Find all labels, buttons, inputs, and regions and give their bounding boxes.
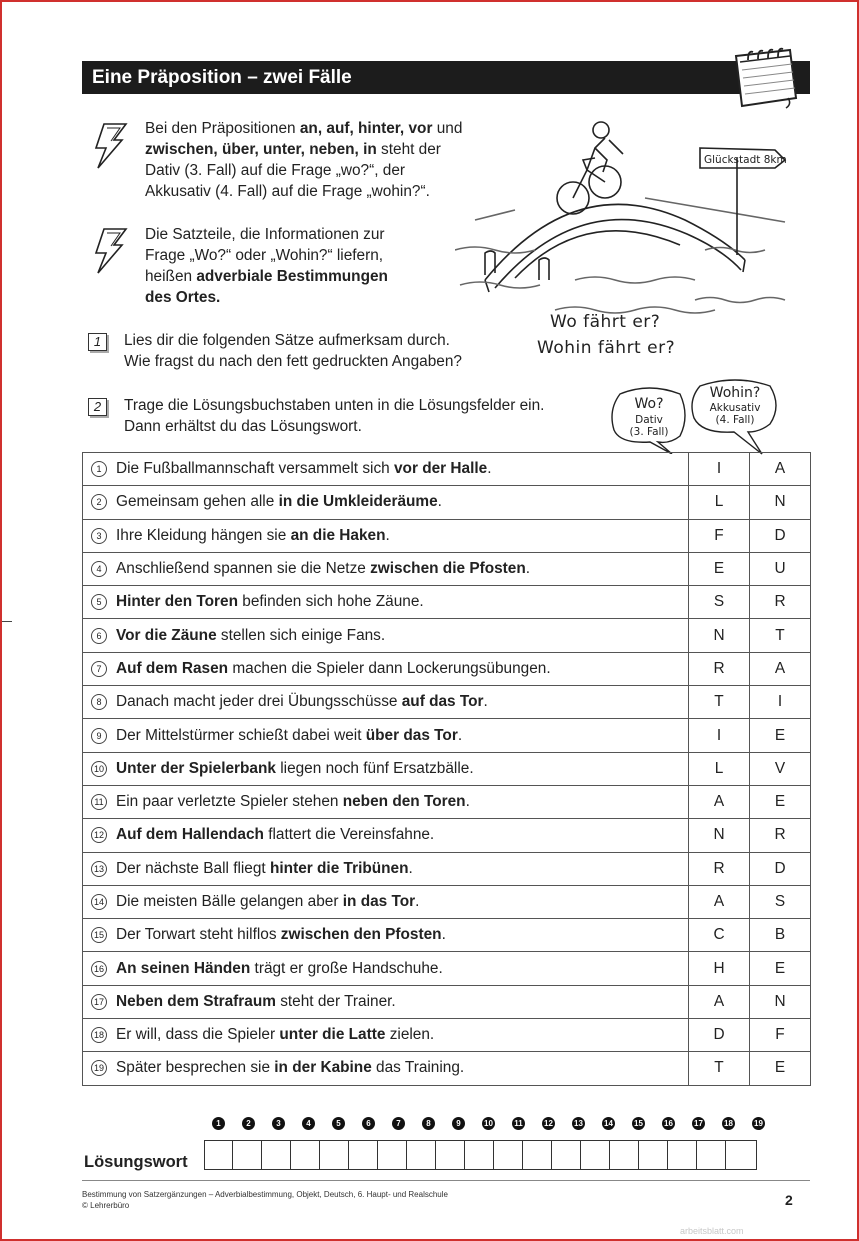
bubble-wo-case: Dativ xyxy=(635,414,663,426)
footer xyxy=(82,1189,448,1211)
wo-letter[interactable]: L xyxy=(689,752,750,785)
bold-phrase: Auf dem Hallendach xyxy=(116,826,264,844)
wo-letter[interactable]: N xyxy=(689,619,750,652)
info-line xyxy=(145,224,388,245)
solution-number: 10 xyxy=(482,1117,495,1130)
wohin-letter[interactable]: V xyxy=(750,752,811,785)
footer-source: Bestimmung von Satzergänzungen – Adverbialbestimmung, Objekt, Deutsch, 6. Haupt- und Realschule xyxy=(82,1190,448,1199)
bubble-wohin-question: Wohin? xyxy=(709,385,761,401)
bold-phrase: hinter die Tribünen xyxy=(269,859,409,877)
solution-box[interactable] xyxy=(552,1140,581,1170)
table-row xyxy=(83,785,811,818)
bold-phrase: Unter der Spielerbank xyxy=(116,759,276,777)
info-text-prepositions xyxy=(145,118,462,202)
solution-number: 15 xyxy=(632,1117,645,1130)
info-line xyxy=(145,139,462,160)
solution-box[interactable] xyxy=(407,1140,436,1170)
sentence-number: 4 xyxy=(91,561,107,577)
table-row xyxy=(83,453,811,486)
sentence-number: 1 xyxy=(91,461,107,477)
solution-box[interactable] xyxy=(378,1140,407,1170)
wohin-letter[interactable]: E xyxy=(750,952,811,985)
sentence-text: Die Fußballmannschaft versammelt sich xyxy=(116,460,394,478)
sentence-cell xyxy=(83,486,689,519)
solution-number: 11 xyxy=(512,1117,525,1130)
bold-text: zwischen, über, unter, neben, in xyxy=(145,141,377,158)
bold-phrase: auf das Tor xyxy=(401,693,484,711)
solution-number: 13 xyxy=(572,1117,585,1130)
task-2-text xyxy=(124,395,544,437)
table-row xyxy=(83,719,811,752)
sentence-number: 5 xyxy=(91,594,107,610)
table-row xyxy=(83,519,811,552)
sentence-text: trägt er große Handschuhe. xyxy=(250,959,443,977)
lightning-icon xyxy=(90,225,130,277)
solution-box[interactable] xyxy=(291,1140,320,1170)
text-run: Bei den Präpositionen xyxy=(145,120,300,137)
sentence-number: 11 xyxy=(91,794,107,810)
sentence-number: 7 xyxy=(91,661,107,677)
title-bar xyxy=(82,61,810,94)
task-number-1: 1 xyxy=(88,333,107,351)
bold-phrase: an die Haken xyxy=(290,526,386,544)
sentence-text: . xyxy=(465,793,470,811)
bold-phrase: zwischen die Pfosten xyxy=(370,560,526,578)
bold-phrase: An seinen Händen xyxy=(116,959,251,977)
table-row xyxy=(83,652,811,685)
solution-number: 4 xyxy=(302,1117,315,1130)
info-text-adverbials xyxy=(145,224,388,308)
sentence-cell xyxy=(83,752,689,785)
table-row xyxy=(83,619,811,652)
solution-box[interactable] xyxy=(233,1140,262,1170)
sentence-number: 18 xyxy=(91,1027,107,1043)
wo-letter[interactable]: T xyxy=(689,686,750,719)
bold-phrase: Auf dem Rasen xyxy=(116,659,229,677)
sentence-number: 8 xyxy=(91,694,107,710)
wohin-letter[interactable]: D xyxy=(750,519,811,552)
table-row xyxy=(83,919,811,952)
task-1-line: Lies dir die folgenden Sätze aufmerksam durch. xyxy=(124,332,450,349)
wohin-letter[interactable]: F xyxy=(750,1019,811,1052)
text-run: Akkusativ (4. Fall) auf die Frage „wohin?“. xyxy=(145,183,430,200)
sentence-cell xyxy=(83,885,689,918)
sentence-text: . xyxy=(483,693,488,711)
wohin-letter[interactable]: T xyxy=(750,619,811,652)
text-run: Dativ (3. Fall) auf die Frage „wo?“, der xyxy=(145,162,406,179)
info-line xyxy=(145,181,462,202)
sentence-cell xyxy=(83,1019,689,1052)
bubble-wohin-case-number: (4. Fall) xyxy=(715,414,755,426)
solution-number: 8 xyxy=(422,1117,435,1130)
solution-label: Lösungswort xyxy=(84,1153,188,1171)
wo-letter[interactable]: C xyxy=(689,919,750,952)
bold-text: an, auf, hinter, vor xyxy=(299,120,433,137)
table-row xyxy=(83,852,811,885)
sentence-number: 9 xyxy=(91,728,107,744)
solution-boxes xyxy=(204,1140,757,1170)
sentence-cell xyxy=(83,719,689,752)
sentence-cell xyxy=(83,453,689,486)
text-run: steht der xyxy=(376,141,441,158)
exercise-table xyxy=(82,452,811,1086)
sentence-cell xyxy=(83,619,689,652)
text-run: Frage „Wo?“ oder „Wohin?“ liefern, xyxy=(145,247,384,264)
sentence-cell xyxy=(83,785,689,818)
sentence-cell xyxy=(83,519,689,552)
info-line xyxy=(145,118,462,139)
solution-box[interactable] xyxy=(668,1140,697,1170)
sentence-text: . xyxy=(525,560,531,578)
wo-letter[interactable]: F xyxy=(689,519,750,552)
solution-box[interactable] xyxy=(320,1140,349,1170)
sentence-cell xyxy=(83,985,689,1018)
solution-box[interactable] xyxy=(581,1140,610,1170)
bold-phrase: zwischen den Pfosten xyxy=(280,926,442,944)
sentence-text: Ihre Kleidung hängen sie xyxy=(116,526,291,544)
sentence-text: Später besprechen sie xyxy=(116,1059,275,1077)
sentence-text: befinden sich hohe Zäune. xyxy=(238,593,424,611)
solution-box[interactable] xyxy=(204,1140,233,1170)
table-row xyxy=(83,1052,811,1085)
wohin-letter[interactable]: B xyxy=(750,919,811,952)
sentence-text: Anschließend spannen sie die Netze xyxy=(116,560,371,578)
watermark: arbeitsblatt.com xyxy=(680,1226,744,1236)
wo-letter[interactable]: E xyxy=(689,552,750,585)
wo-letter[interactable]: A xyxy=(689,885,750,918)
bubble-wohin-case: Akkusativ xyxy=(709,402,761,414)
solution-number: 9 xyxy=(452,1117,465,1130)
sentence-text: . xyxy=(457,726,463,744)
task-1-line: Wie fragst du nach den fett gedruckten Angaben? xyxy=(124,353,462,370)
lightning-icon xyxy=(90,120,130,172)
bubble-wo-case-number: (3. Fall) xyxy=(629,426,669,438)
sentence-text: . xyxy=(437,493,442,511)
solution-number: 16 xyxy=(662,1117,675,1130)
wo-letter[interactable]: A xyxy=(689,985,750,1018)
solution-number: 3 xyxy=(272,1117,285,1130)
bold-phrase: über das Tor xyxy=(365,726,458,744)
solution-box[interactable] xyxy=(494,1140,523,1170)
sentence-cell xyxy=(83,952,689,985)
sentence-number: 16 xyxy=(91,961,107,977)
bold-phrase: in der Kabine xyxy=(274,1059,372,1077)
wo-letter[interactable]: I xyxy=(689,453,750,486)
solution-number: 1 xyxy=(212,1117,225,1130)
wohin-letter[interactable]: R xyxy=(750,819,811,852)
table-row xyxy=(83,486,811,519)
wo-letter[interactable]: L xyxy=(689,486,750,519)
solution-box[interactable] xyxy=(349,1140,378,1170)
wo-letter[interactable]: A xyxy=(689,785,750,818)
sentence-text: . xyxy=(487,460,492,478)
caption-wohin: Wohin fährt er? xyxy=(537,338,676,358)
sentence-text: das Training. xyxy=(371,1059,465,1077)
bold-phrase: Neben dem Strafraum xyxy=(116,992,276,1010)
sentence-text: Gemeinsam gehen alle xyxy=(116,493,279,511)
wo-letter[interactable]: R xyxy=(689,652,750,685)
sentence-number: 10 xyxy=(91,761,107,777)
solution-box[interactable] xyxy=(262,1140,291,1170)
solution-box[interactable] xyxy=(610,1140,639,1170)
solution-number: 7 xyxy=(392,1117,405,1130)
sentence-cell xyxy=(83,919,689,952)
solution-number: 5 xyxy=(332,1117,345,1130)
wohin-letter[interactable]: S xyxy=(750,885,811,918)
page-title: Eine Präposition – zwei Fälle xyxy=(92,67,352,88)
text-run: Die Satzteile, die Informationen zur xyxy=(145,226,385,243)
sentence-number: 17 xyxy=(91,994,107,1010)
sentence-text: . xyxy=(415,893,420,910)
task-2-line: Trage die Lösungsbuchstaben unten in die Lösungsfelder ein. xyxy=(124,397,545,414)
sentence-number: 14 xyxy=(91,894,107,910)
sentence-text: Danach macht jeder drei Übungsschüsse xyxy=(116,693,402,711)
info-line xyxy=(145,160,462,181)
wohin-letter[interactable]: N xyxy=(750,486,811,519)
solution-number: 14 xyxy=(602,1117,615,1130)
solution-number: 17 xyxy=(692,1117,705,1130)
sentence-text: Er will, dass die Spieler xyxy=(116,1026,280,1044)
solution-box[interactable] xyxy=(523,1140,552,1170)
bold-phrase: vor der Halle xyxy=(393,460,488,478)
task-2-line: Dann erhältst du das Lösungswort. xyxy=(124,418,362,435)
task-1-text xyxy=(124,330,462,372)
sentence-text: . xyxy=(408,859,413,877)
solution-number: 12 xyxy=(542,1117,555,1130)
table-row xyxy=(83,752,811,785)
sentence-cell xyxy=(83,586,689,619)
page-number: 2 xyxy=(785,1192,793,1208)
wo-letter[interactable]: H xyxy=(689,952,750,985)
sentence-cell xyxy=(83,652,689,685)
sentence-text: zielen. xyxy=(385,1026,435,1044)
footer-divider xyxy=(82,1180,810,1181)
solution-box[interactable] xyxy=(436,1140,465,1170)
notepad-icon xyxy=(728,40,800,112)
bold-phrase: neben den Toren xyxy=(342,793,466,811)
solution-box[interactable] xyxy=(639,1140,668,1170)
sentence-number: 3 xyxy=(91,528,107,544)
wohin-letter[interactable]: A xyxy=(750,453,811,486)
sentence-text: Der Torwart steht hilflos xyxy=(116,926,281,944)
table-row xyxy=(83,1019,811,1052)
sentence-number: 15 xyxy=(91,927,107,943)
bold-phrase: Vor die Zäune xyxy=(116,626,217,644)
cut-mark xyxy=(2,621,12,622)
table-row xyxy=(83,686,811,719)
table-row xyxy=(83,819,811,852)
wohin-letter[interactable]: I xyxy=(750,686,811,719)
table-row xyxy=(83,952,811,985)
table-row xyxy=(83,985,811,1018)
sentence-text: . xyxy=(385,526,390,544)
sentence-number: 6 xyxy=(91,628,107,644)
table-row xyxy=(83,586,811,619)
wo-letter[interactable]: T xyxy=(689,1052,750,1085)
bold-text: des Ortes. xyxy=(145,289,221,306)
wo-letter[interactable]: I xyxy=(689,719,750,752)
sentence-text: stellen sich einige Fans. xyxy=(216,626,386,644)
sentence-text: machen die Spieler dann Lockerungsübungen. xyxy=(228,659,551,677)
wohin-letter[interactable]: U xyxy=(750,552,811,585)
wo-letter[interactable]: S xyxy=(689,586,750,619)
solution-box[interactable] xyxy=(697,1140,726,1170)
bubble-wo-question: Wo? xyxy=(634,396,664,412)
sentence-number: 2 xyxy=(91,494,107,510)
info-line xyxy=(145,245,388,266)
table-row xyxy=(83,885,811,918)
wohin-letter[interactable]: D xyxy=(750,852,811,885)
wo-letter[interactable]: N xyxy=(689,819,750,852)
wo-letter[interactable]: R xyxy=(689,852,750,885)
bold-phrase: unter die Latte xyxy=(279,1026,386,1044)
sentence-text: flattert die Vereinsfahne. xyxy=(263,826,435,844)
sentence-cell xyxy=(83,552,689,585)
bold-phrase: in das Tor xyxy=(342,893,416,910)
wohin-letter[interactable]: E xyxy=(750,1052,811,1085)
solution-number: 2 xyxy=(242,1117,255,1130)
sentence-text: Der nächste Ball fliegt xyxy=(116,859,270,877)
sentence-number: 13 xyxy=(91,861,107,877)
wohin-letter[interactable]: E xyxy=(750,719,811,752)
footer-copyright: © Lehrerbüro xyxy=(82,1201,130,1210)
sentence-cell xyxy=(83,819,689,852)
wohin-letter[interactable]: A xyxy=(750,652,811,685)
sentence-text: Ein paar verletzte Spieler stehen xyxy=(116,793,343,811)
table-row xyxy=(83,552,811,585)
solution-number: 19 xyxy=(752,1117,765,1130)
sentence-cell xyxy=(83,1052,689,1085)
solution-number: 6 xyxy=(362,1117,375,1130)
solution-box[interactable] xyxy=(465,1140,494,1170)
info-line xyxy=(145,287,388,308)
bubble-wo xyxy=(610,386,688,454)
caption-wo: Wo fährt er? xyxy=(550,312,661,332)
bold-text: adverbiale Bestimmungen xyxy=(196,268,388,285)
sentence-text: Die meisten Bälle gelangen aber xyxy=(116,893,343,910)
info-line xyxy=(145,266,388,287)
sentence-number: 19 xyxy=(91,1060,107,1076)
bold-phrase: Hinter den Toren xyxy=(116,593,238,611)
bubble-wohin xyxy=(690,378,780,456)
text-run: und xyxy=(432,120,463,137)
sign-text: Glückstadt 8km xyxy=(704,154,787,166)
sentence-text: . xyxy=(441,926,446,944)
solution-number: 18 xyxy=(722,1117,735,1130)
text-run: heißen xyxy=(145,268,197,285)
bold-phrase: in die Umkleideräume xyxy=(278,493,438,511)
wohin-letter[interactable]: N xyxy=(750,985,811,1018)
wo-letter[interactable]: D xyxy=(689,1019,750,1052)
sentence-text: Der Mittelstürmer schießt dabei weit xyxy=(116,726,366,744)
sentence-cell xyxy=(83,686,689,719)
sentence-text: steht der Trainer. xyxy=(275,992,396,1010)
sentence-number: 12 xyxy=(91,827,107,843)
task-number-2: 2 xyxy=(88,398,107,416)
solution-box[interactable] xyxy=(726,1140,757,1170)
sentence-cell xyxy=(83,852,689,885)
sentence-text: liegen noch fünf Ersatzbälle. xyxy=(275,759,474,777)
wohin-letter[interactable]: R xyxy=(750,586,811,619)
wohin-letter[interactable]: E xyxy=(750,785,811,818)
